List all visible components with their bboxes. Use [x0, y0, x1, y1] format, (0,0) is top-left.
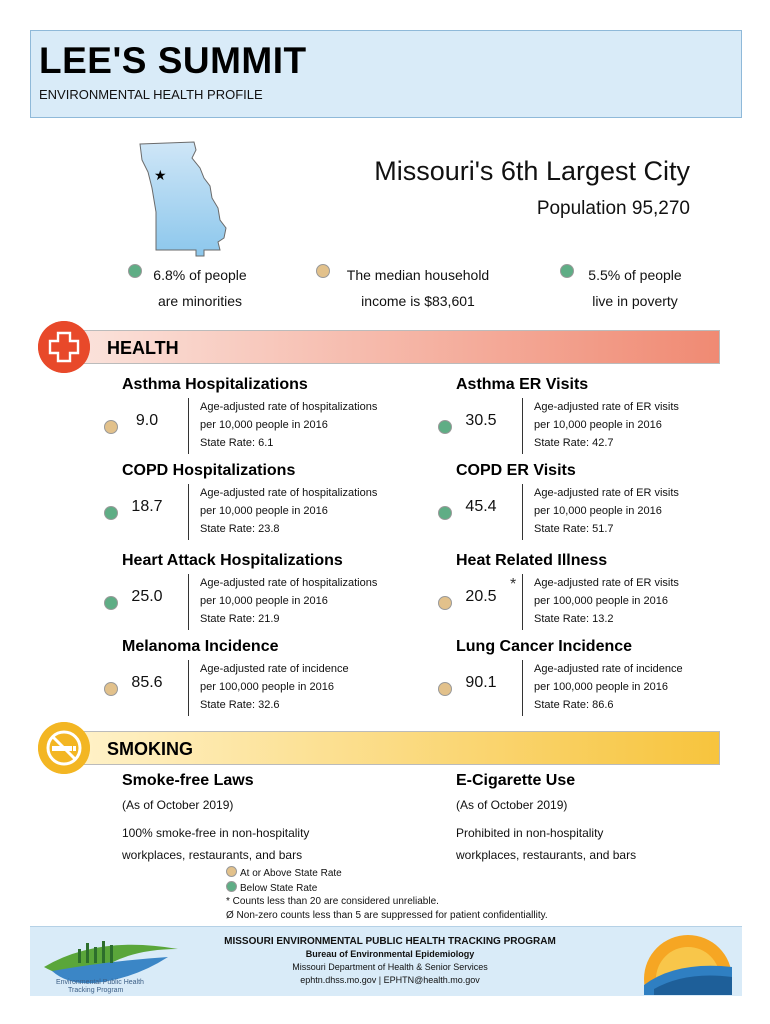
metric-heart-attack-hospitalizations: Heart Attack Hospitalizations 25.0 Age-adjusted rate of hospitalizations per 10,000 people in 2016 State Rate: 21.9	[122, 552, 412, 634]
below-state-dot-icon	[104, 596, 118, 610]
divider	[188, 398, 189, 454]
below-state-dot-icon	[104, 506, 118, 520]
health-section-header: HEALTH	[72, 330, 720, 364]
city-location-star-icon: ★	[154, 167, 167, 183]
below-state-dot-icon	[438, 420, 452, 434]
metric-copd-er-visits: COPD ER Visits 45.4 Age-adjusted rate of ER visits per 10,000 people in 2016 State Rate: 51.7	[456, 462, 746, 544]
city-name: LEE'S SUMMIT	[39, 40, 307, 81]
svg-text:Environmental Public Health: Environmental Public Health	[56, 979, 144, 986]
missouri-sunrise-logo-icon	[636, 927, 732, 995]
divider	[522, 484, 523, 540]
below-state-dot-icon	[128, 264, 142, 278]
profile-subtitle: ENVIRONMENTAL HEALTH PROFILE	[39, 87, 263, 102]
metric-heat-related-illness: Heat Related Illness 20.5 * Age-adjusted rate of ER visits per 100,000 people in 2016 State Rate: 13.2	[456, 552, 746, 634]
metric-asthma-hospitalizations: Asthma Hospitalizations 9.0 Age-adjusted rate of hospitalizations per 10,000 people in 2016 State Rate: 6.1	[122, 376, 412, 458]
ephtp-logo-icon	[38, 927, 188, 995]
metric-copd-hospitalizations: COPD Hospitalizations 18.7 Age-adjusted rate of hospitalizations per 10,000 people in 2016 State Rate: 23.8	[122, 462, 412, 544]
footer	[30, 926, 742, 996]
no-smoking-icon	[38, 722, 90, 774]
metric-melanoma-incidence: Melanoma Incidence 85.6 Age-adjusted rate of incidence per 100,000 people in 2016 State Rate: 32.6	[122, 638, 412, 720]
above-state-dot-icon	[226, 866, 237, 877]
divider	[188, 484, 189, 540]
city-rank: Missouri's 6th Largest City	[374, 156, 690, 186]
divider	[188, 660, 189, 716]
divider	[522, 660, 523, 716]
below-state-dot-icon	[226, 881, 237, 892]
plus-cross-icon	[38, 321, 90, 373]
missouri-map-icon	[134, 138, 230, 262]
legend: At or Above State Rate Below State Rate * Counts less than 20 are considered unreliable. Ø Non-zero counts less than 5 are suppressed for patient confidentiallity.	[226, 868, 548, 921]
smoking-section-header: SMOKING	[72, 731, 720, 765]
e-cigarette-use: E-Cigarette Use (As of October 2019) Prohibited in non-hospitality workplaces, restaurants, and bars	[456, 772, 637, 862]
above-state-dot-icon	[104, 420, 118, 434]
metric-asthma-er-visits: Asthma ER Visits 30.5 Age-adjusted rate of ER visits per 10,000 people in 2016 State Rate: 42.7	[456, 376, 746, 458]
above-state-dot-icon	[104, 682, 118, 696]
footer-contact-link[interactable]: ephtn.dhss.mo.gov | EPHTN@health.mo.gov	[300, 975, 480, 985]
above-state-dot-icon	[438, 596, 452, 610]
stat-poverty: 5.5% of people live in poverty	[584, 262, 686, 314]
divider	[188, 574, 189, 630]
metric-lung-cancer-incidence: Lung Cancer Incidence 90.1 Age-adjusted rate of incidence per 100,000 people in 2016 State Rate: 86.6	[456, 638, 746, 720]
above-state-dot-icon	[316, 264, 330, 278]
divider	[522, 574, 523, 630]
stat-income: The median household income is $83,601	[340, 262, 496, 314]
below-state-dot-icon	[438, 506, 452, 520]
below-state-dot-icon	[560, 264, 574, 278]
footer-text: MISSOURI ENVIRONMENTAL PUBLIC HEALTH TRACKING PROGRAM Bureau of Environmental Epidemiology Missouri Department of Health & Senior Services ephtn.dhss.mo.gov | EPHTN@health.mo.gov	[200, 935, 580, 987]
profile-header	[30, 30, 742, 118]
city-population: Population 95,270	[536, 198, 690, 219]
stat-minorities: 6.8% of people are minorities	[150, 262, 250, 314]
unreliable-asterisk: *	[510, 576, 517, 593]
divider	[522, 398, 523, 454]
smoke-free-laws: Smoke-free Laws (As of October 2019) 100% smoke-free in non-hospitality workplaces, restaurants, and bars	[122, 772, 310, 862]
above-state-dot-icon	[438, 682, 452, 696]
svg-text:Tracking Program: Tracking Program	[68, 987, 124, 994]
